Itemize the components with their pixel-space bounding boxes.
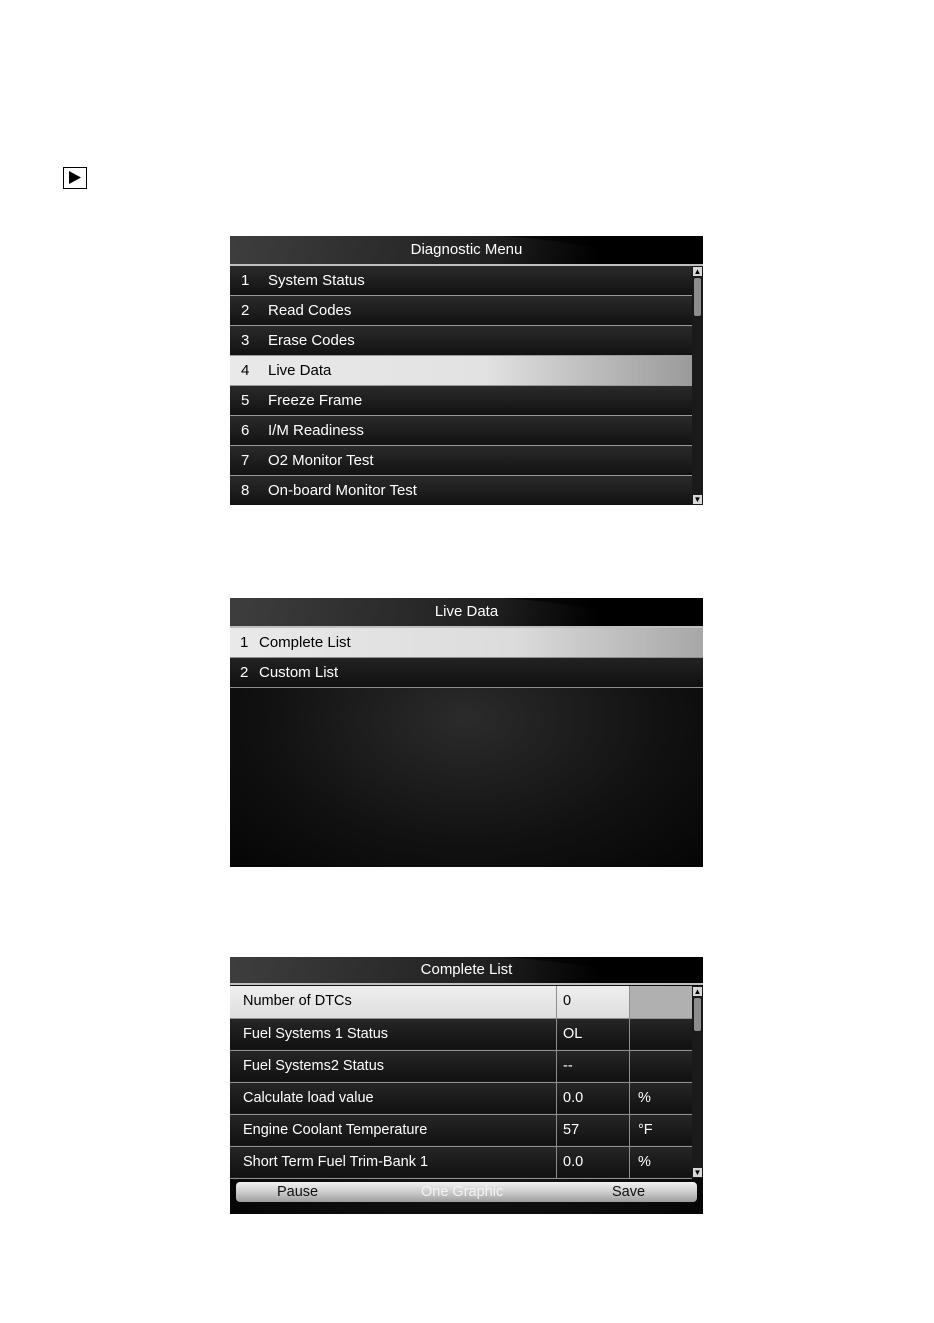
page-title: Diagnostic Menu: [410, 241, 523, 258]
menu-item[interactable]: [230, 446, 692, 476]
pid-table: [230, 986, 692, 1179]
table-row[interactable]: [230, 986, 692, 1018]
pid-unit-cell: °F: [630, 1114, 693, 1146]
menu-item-number: 2: [240, 664, 249, 681]
menu-item[interactable]: [230, 356, 692, 386]
menu-item-label: System Status: [268, 272, 365, 289]
scroll-up-icon[interactable]: ▲: [693, 987, 702, 996]
pid-unit-cell: [630, 1050, 693, 1082]
pid-name-cell: Fuel Systems2 Status: [230, 1050, 557, 1082]
screen-title-bar: [230, 236, 703, 266]
menu-item-label: On-board Monitor Test: [268, 482, 417, 499]
menu-item-number: 3: [241, 332, 250, 349]
pid-unit-cell: [630, 1018, 693, 1050]
table-row[interactable]: [230, 1146, 692, 1178]
menu-item-number: 5: [241, 392, 250, 409]
menu-item[interactable]: [230, 628, 703, 658]
function-button-bar: [236, 1182, 697, 1202]
pid-value-cell: 57: [557, 1114, 630, 1146]
live-data-screen: [230, 598, 703, 867]
scroll-thumb[interactable]: [694, 998, 701, 1031]
save-button[interactable]: Save: [612, 1184, 646, 1200]
scrollbar[interactable]: [692, 986, 703, 1178]
menu-item-label: Read Codes: [268, 302, 352, 319]
menu-item-label: I/M Readiness: [268, 422, 364, 439]
complete-list-screen: [230, 957, 703, 1214]
one-graphic-button[interactable]: One Graphic: [421, 1184, 504, 1200]
menu-item[interactable]: [230, 326, 692, 356]
title-swoosh-decoration: [503, 598, 703, 626]
pid-unit-cell: %: [630, 1146, 693, 1178]
live-data-list: [230, 628, 703, 688]
pid-value-cell: --: [557, 1050, 630, 1082]
table-row[interactable]: [230, 1018, 692, 1050]
menu-item[interactable]: [230, 658, 703, 688]
scroll-down-icon[interactable]: ▼: [693, 495, 702, 504]
scrollbar[interactable]: [692, 266, 703, 505]
menu-item[interactable]: [230, 476, 692, 505]
scroll-up-icon[interactable]: ▲: [693, 267, 702, 276]
screen-title-bar: [230, 957, 703, 985]
page-title: Live Data: [434, 603, 499, 620]
pid-name-cell: Short Term Fuel Trim-Bank 1: [230, 1146, 557, 1178]
table-row[interactable]: [230, 1050, 692, 1082]
pid-unit-cell: [630, 986, 693, 1018]
menu-item-label: Complete List: [259, 634, 351, 651]
menu-item-label: Custom List: [259, 664, 339, 681]
menu-item-number: 2: [241, 302, 250, 319]
diagnostic-menu-list: [230, 266, 692, 505]
menu-item-label: O2 Monitor Test: [268, 452, 374, 469]
pid-value-cell: 0: [557, 986, 630, 1018]
scroll-thumb[interactable]: [694, 278, 701, 316]
pid-name-cell: Engine Coolant Temperature: [230, 1114, 557, 1146]
title-swoosh-decoration: [503, 957, 703, 983]
page-title: Complete List: [420, 961, 513, 978]
menu-item-label: Live Data: [268, 362, 332, 379]
menu-item-label: Freeze Frame: [268, 392, 363, 409]
menu-item-number: 8: [241, 482, 250, 499]
menu-item[interactable]: [230, 266, 692, 296]
menu-item-number: 1: [240, 634, 249, 651]
menu-item-number: 7: [241, 452, 250, 469]
pause-button[interactable]: Pause: [277, 1184, 319, 1200]
screen-title-bar: [230, 598, 703, 628]
menu-item[interactable]: [230, 386, 692, 416]
menu-item-number: 4: [241, 362, 250, 379]
menu-item-number: 6: [241, 422, 250, 439]
play-bullet-icon: [63, 167, 87, 189]
pid-name-cell: Fuel Systems 1 Status: [230, 1018, 557, 1050]
pid-name-cell: Number of DTCs: [230, 986, 557, 1018]
pid-unit-cell: %: [630, 1082, 693, 1114]
title-swoosh-decoration: [503, 236, 703, 264]
menu-item-label: Erase Codes: [268, 332, 355, 349]
table-row[interactable]: [230, 1082, 692, 1114]
menu-item-number: 1: [241, 272, 250, 289]
diagnostic-menu-screen: [230, 236, 703, 505]
pid-value-cell: 0.0: [557, 1082, 630, 1114]
menu-item[interactable]: [230, 416, 692, 446]
table-row[interactable]: [230, 1114, 692, 1146]
scroll-down-icon[interactable]: ▼: [693, 1168, 702, 1177]
pid-value-cell: OL: [557, 1018, 630, 1050]
pid-value-cell: 0.0: [557, 1146, 630, 1178]
menu-item[interactable]: [230, 296, 692, 326]
pid-name-cell: Calculate load value: [230, 1082, 557, 1114]
